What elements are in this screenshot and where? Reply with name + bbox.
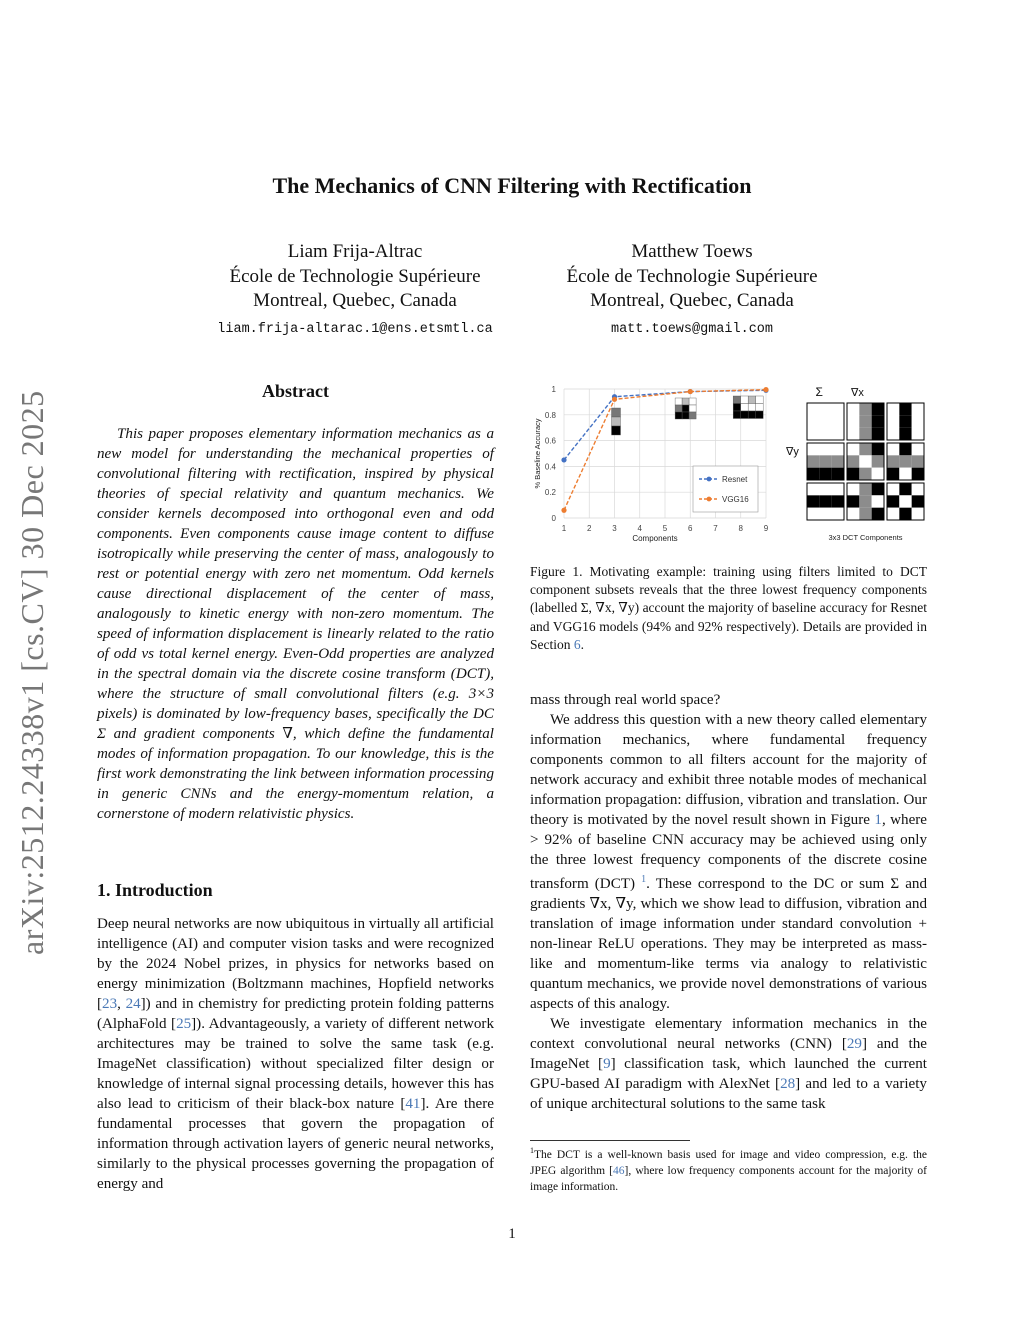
dct-basis-cell [819, 443, 831, 455]
figure-1-caption: Figure 1. Motivating example: training using filters limited to DCT component subsets reveals that the three lowest frequency components (labelled Σ, ∇x, ∇y) account the majority of baseline accuracy for Resnet and VGG16 models (94% and 92% respectively). Details are provided in Section 6. [530, 564, 927, 652]
filter-thumbnail-cell [612, 426, 621, 435]
dct-basis-cell [912, 495, 924, 507]
filter-thumbnail-cell [748, 396, 756, 404]
x-tick-label: 4 [637, 524, 642, 533]
dct-basis-cell [832, 455, 844, 467]
dct-basis-cell [807, 443, 819, 455]
filter-thumbnail-cell [612, 408, 621, 417]
dct-basis-cell [872, 508, 884, 520]
legend-box [693, 466, 758, 512]
y-tick-label: 0.4 [544, 462, 556, 472]
dct-basis-cell [899, 428, 911, 440]
citation-link[interactable]: 9 [603, 1056, 611, 1073]
dct-basis-cell [899, 415, 911, 427]
abstract-heading: Abstract [262, 381, 329, 401]
dct-basis-cell [847, 483, 859, 495]
page-number: 1 [508, 1226, 516, 1242]
dct-basis-cell [912, 443, 924, 455]
dct-basis-cell [899, 508, 911, 520]
intro-continuation: mass through real world space? [530, 692, 721, 708]
data-point-vgg16 [763, 387, 768, 392]
dct-basis-cell [832, 415, 844, 427]
dct-basis-cell [819, 495, 831, 507]
filter-thumbnail-cell [675, 405, 682, 412]
dct-basis-cell [912, 403, 924, 415]
x-tick-label: 1 [561, 524, 567, 533]
dct-basis-cell [887, 428, 899, 440]
dct-basis-cell [899, 455, 911, 467]
dct-basis-cell [859, 455, 871, 467]
dct-basis-cell [832, 495, 844, 507]
dct-basis-cell [819, 415, 831, 427]
y-tick-label: 0 [551, 514, 556, 523]
author-1-name: Liam Frija-Altrac [287, 241, 423, 262]
x-tick-label: 8 [738, 524, 743, 533]
dct-basis-cell [872, 483, 884, 495]
dct-basis-0-2 [887, 403, 924, 440]
filter-thumbnail-cell [741, 396, 749, 404]
filter-thumbnail-cell [756, 404, 764, 412]
dct-basis-cell [859, 495, 871, 507]
dct-basis-cell [847, 508, 859, 520]
label-sum: Σ [815, 385, 823, 399]
author-2-name: Matthew Toews [631, 241, 753, 262]
dct-basis-cell [912, 468, 924, 480]
data-point-vgg16 [612, 397, 617, 402]
dct-basis-cell [832, 403, 844, 415]
dct-basis-cell [887, 468, 899, 480]
dct-basis-cell [872, 428, 884, 440]
filter-thumbnail-cell [733, 411, 741, 419]
author-1 [175, 240, 535, 342]
dct-basis-cell [859, 415, 871, 427]
dct-basis-cell [912, 483, 924, 495]
data-point-vgg16 [561, 508, 566, 513]
filter-thumbnail-cell [756, 396, 764, 404]
filter-thumbnail-cell [756, 411, 764, 419]
dct-basis-cell [899, 468, 911, 480]
label-grad-x: ∇x [851, 387, 864, 399]
dct-basis-2-0 [807, 483, 844, 520]
dct-basis-cell [912, 508, 924, 520]
y-axis-label: % Baseline Accuracy [533, 418, 542, 489]
dct-basis-1-0 [807, 443, 844, 480]
x-tick-label: 6 [688, 524, 693, 533]
dct-basis-cell [887, 443, 899, 455]
section-link[interactable]: 6 [573, 636, 581, 652]
filter-thumbnail-cell [689, 405, 696, 412]
legend-label: VGG16 [722, 495, 749, 504]
dct-basis-cell [899, 495, 911, 507]
dct-basis-cell [872, 455, 884, 467]
author-2-email[interactable]: matt.toews@gmail.com [610, 321, 774, 337]
dct-basis-cell [859, 443, 871, 455]
dct-basis-1-2 [887, 443, 924, 480]
y-tick-label: 0.6 [544, 436, 556, 446]
dct-basis-cell [847, 428, 859, 440]
dct-basis-cell [807, 508, 819, 520]
dct-basis-cell [872, 403, 884, 415]
abstract-text: This paper proposes elementary information mechanics as a new model for understanding the mechanical properties of convolutional filtering with rectification, inspired by physical theories of special relativity and quantum mechanics. We consider kernels decomposed into orthogonal even and odd components. Even components cause image content to diffuse isotropically while preserving the center of mass, analogously to rest or potential energy with zero net momentum. Odd kernels cause directional displacement of the center of mass, analogously to kinetic energy with non-zero momentum. The speed of information displacement is linearly related to the ratio of odd vs total kernel energy. Even-Odd properties are analyzed in the spectral domain via the discrete cosine transform (DCT), where the structure of small convolutional filters (e.g. 3×3 pixels) is dominated by low-frequency bases, specifically the DC Σ and gradient components ∇, which define the fundamental modes of information propagation. To our knowledge, this is the first work demonstrating the link between information processing in generic CNNs and the energy-momentum relation, a cornerstone of modern relativistic physics. [97, 426, 494, 822]
citation-link[interactable]: 29 [846, 1036, 862, 1053]
y-tick-label: 0.8 [544, 410, 556, 420]
filter-thumbnail-cell [689, 398, 696, 405]
footnote-link[interactable]: 1 [641, 874, 647, 885]
citation-link[interactable]: 28 [780, 1076, 796, 1093]
filter-thumbnail-9 [733, 396, 763, 419]
dct-basis-cell [887, 483, 899, 495]
dct-basis-cell [859, 468, 871, 480]
y-tick-label: 1 [551, 385, 556, 394]
dct-basis-cell [832, 468, 844, 480]
dct-basis-cell [847, 495, 859, 507]
intro-paragraph-2: We address this question with a new theory called elementary information mechanics, where fundamental frequency components common to all filters account for the majority of network accuracy and exhibit three notable modes of mechanical information propagation: diffusion, vibration and translation. Our theory is motivated by the novel result shown in Figure 1, where > 92% of baseline CNN accuracy may be achieved using only the three lowest frequency components of the discrete cosine transform (DCT) $^1$. These correspond to the DC or sum Σ and gradients ∇x, ∇y, which we show lead to diffusion, vibration and translation of image information under standard convolution + non-linear ReLU operations. They may be interpreted as mass-like and momentum-like terms via analogy to relativistic quantum mechanics, we provide novel demonstrations of various aspects of this analogy. [530, 712, 928, 1013]
dct-basis-cell [819, 483, 831, 495]
dct-basis-cell [819, 508, 831, 520]
filter-thumbnail-cell [682, 412, 689, 419]
dct-basis-cell [859, 428, 871, 440]
dct-basis-cell [912, 415, 924, 427]
figure-1-accuracy-chart [530, 378, 780, 546]
filter-thumbnail-cell [748, 404, 756, 412]
dct-basis-cell [807, 495, 819, 507]
filter-thumbnail-cell [741, 411, 749, 419]
dct-basis-cell [807, 455, 819, 467]
dct-basis-cell [819, 455, 831, 467]
dct-basis-cell [887, 508, 899, 520]
filter-thumbnail-cell [682, 398, 689, 405]
paper-title: The Mechanics of CNN Filtering with Rectification [272, 173, 752, 198]
intro-paragraph-3: We investigate elementary information mechanics in the context convolutional neural networks (CNN) [29] and the ImageNet [9] classification task, which launched the current GPU-based AI paradigm with AlexNet [28] and led to a variety of unique architectural solutions to the same task [530, 1016, 928, 1113]
dct-basis-1-1 [847, 443, 884, 480]
author-1-email[interactable]: liam.frija-altarac.1@ens.etsmtl.ca [217, 321, 493, 337]
dct-basis-cell [872, 415, 884, 427]
introduction-left-column [97, 914, 494, 1194]
dct-basis-cell [832, 428, 844, 440]
dct-basis-cell [847, 468, 859, 480]
filter-thumbnail-cell [689, 412, 696, 419]
legend-label: Resnet [722, 475, 748, 484]
dct-basis-cell [912, 428, 924, 440]
dct-basis-cell [807, 403, 819, 415]
dct-basis-cell [899, 483, 911, 495]
filter-thumbnail-cell [733, 404, 741, 412]
citation-link[interactable]: 46 [613, 1164, 625, 1177]
dct-basis-cell [807, 428, 819, 440]
introduction-right-column [530, 690, 927, 1114]
dct-basis-cell [872, 495, 884, 507]
arxiv-stamp: arXiv:2512.24338v1 [cs.CV] 30 Dec 2025 [14, 390, 50, 955]
footnote-1: $^1$The DCT is a well-known basis used for image and video compression, e.g. the JPEG algorithm [46], where low frequency components account for the majority of image information. [530, 1146, 927, 1193]
dct-basis-cell [819, 468, 831, 480]
data-point-resnet [561, 457, 566, 462]
dct-basis-cell [807, 415, 819, 427]
filter-thumbnail-3 [612, 408, 621, 435]
dct-basis-cell [872, 443, 884, 455]
dct-basis-cell [807, 483, 819, 495]
x-tick-label: 3 [612, 524, 617, 533]
dct-basis-cell [887, 455, 899, 467]
dct-basis-cell [819, 403, 831, 415]
y-tick-label: 0.2 [544, 488, 556, 498]
citation-link[interactable]: 24 [125, 996, 141, 1012]
dct-basis-0-1 [847, 403, 884, 440]
citation-link[interactable]: 23 [102, 996, 118, 1012]
dct-basis-cell [832, 508, 844, 520]
dct-caption: 3x3 DCT Components [828, 533, 903, 542]
dct-basis-cell [887, 495, 899, 507]
citation-link[interactable]: 41 [405, 1096, 421, 1112]
x-tick-label: 7 [713, 524, 718, 533]
dct-basis-cell [847, 455, 859, 467]
author-2-affiliation: École de Technologie Supérieure [566, 265, 818, 287]
dct-basis-cell [899, 443, 911, 455]
x-tick-label: 2 [587, 524, 592, 533]
section-heading-introduction: 1. Introduction [97, 880, 213, 900]
dct-basis-cell [832, 483, 844, 495]
dct-basis-2-2 [887, 483, 924, 520]
dct-basis-cell [887, 415, 899, 427]
dct-basis-cell [859, 508, 871, 520]
dct-basis-cell [912, 455, 924, 467]
filter-thumbnail-cell [741, 404, 749, 412]
footnote-rule [530, 1140, 690, 1141]
dct-basis-cell [847, 443, 859, 455]
x-tick-label: 9 [763, 524, 769, 533]
dct-basis-cell [847, 403, 859, 415]
dct-basis-2-1 [847, 483, 884, 520]
dct-basis-cell [899, 403, 911, 415]
figure-link[interactable]: 1 [874, 812, 882, 828]
x-axis-label: Components [632, 534, 678, 543]
dct-basis-cell [887, 403, 899, 415]
filter-thumbnail-cell [675, 398, 682, 405]
abstract-body [97, 424, 494, 824]
filter-thumbnail-cell [748, 411, 756, 419]
label-grad-y: ∇y [786, 446, 799, 458]
dct-basis-cell [807, 468, 819, 480]
legend-marker [707, 477, 712, 482]
citation-link[interactable]: 25 [176, 1016, 192, 1032]
author-1-location: Montreal, Quebec, Canada [253, 290, 457, 311]
legend-marker [707, 497, 712, 502]
author-2 [512, 240, 872, 342]
filter-thumbnail-cell [675, 412, 682, 419]
data-point-vgg16 [688, 389, 693, 394]
filter-thumbnail-cell [612, 417, 621, 426]
dct-basis-cell [847, 415, 859, 427]
intro-paragraph-1: Deep neural networks are now ubiquitous in virtually all artificial intelligence (AI) and computer vision tasks and were recognized by the 2024 Nobel prizes, in physics for networks based on energy minimization (Boltzmann machines, Hopfield networks [23, 24]) and in chemistry for predicting protein folding patterns (AlphaFold [25]). Advantageously, a variety of different network architectures may be trained to solve the same task (e.g. ImageNet classification) without specialized filter design or knowledge of internal signal processing details, however this has also lead to criticism of their black-box nature [41]. Are there fundamental processes that govern the propagation of information through activation layers of generic neural networks, similarly to the physical processes governing the propagation of energy and [97, 916, 494, 1192]
dct-basis-cell [872, 468, 884, 480]
dct-basis-cell [859, 403, 871, 415]
filter-thumbnail-cell [682, 405, 689, 412]
dct-basis-0-0 [807, 403, 844, 440]
dct-basis-cell [819, 428, 831, 440]
x-tick-label: 5 [662, 524, 668, 533]
figure-1-dct-components [782, 378, 928, 546]
filter-thumbnail-cell [733, 396, 741, 404]
dct-basis-cell [832, 443, 844, 455]
dct-basis-cell [859, 483, 871, 495]
author-1-affiliation: École de Technologie Supérieure [229, 265, 481, 287]
author-2-location: Montreal, Quebec, Canada [590, 290, 794, 311]
filter-thumbnail-6 [675, 398, 696, 419]
